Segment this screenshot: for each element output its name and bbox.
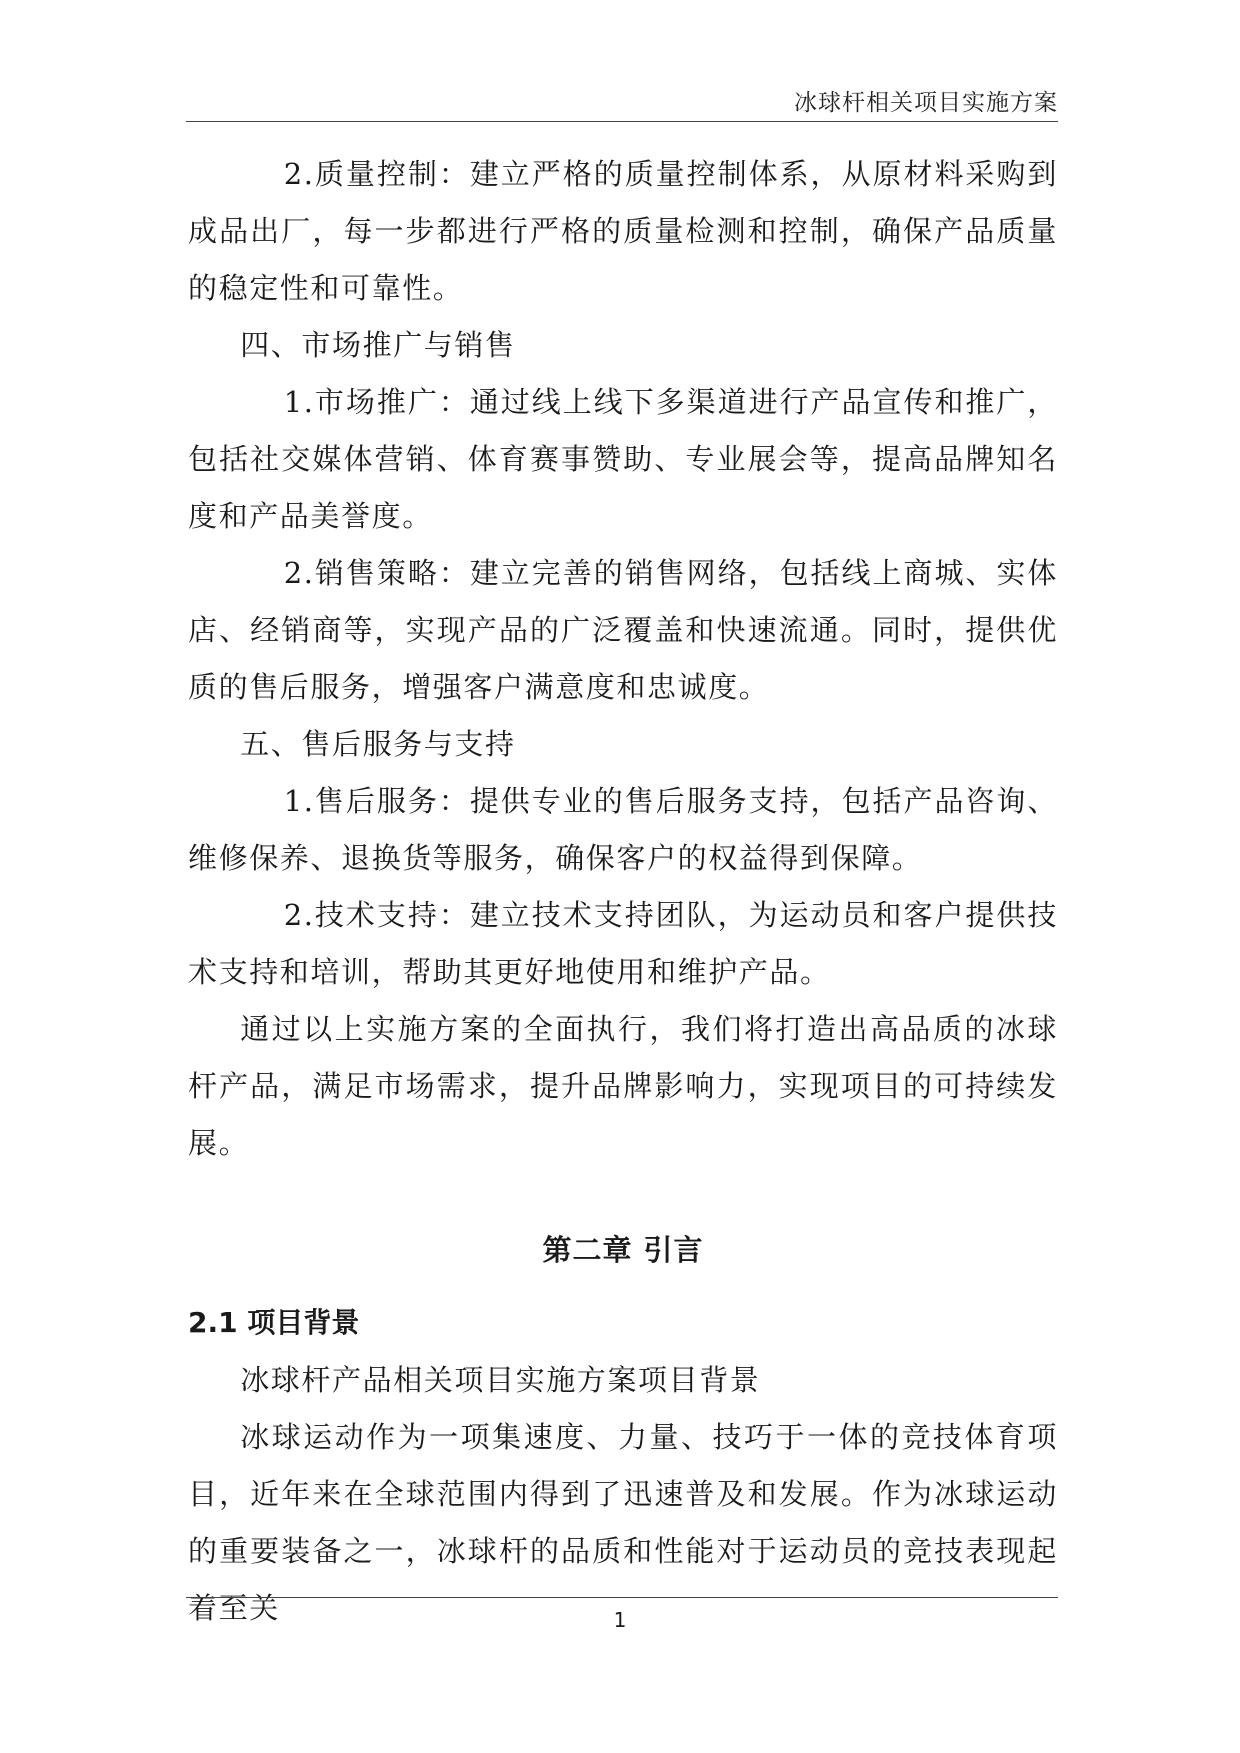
heading-after-sales: 五、售后服务与支持 bbox=[240, 727, 516, 761]
paragraph-technical-support: 2.技术支持：建立技术支持团队，为运动员和客户提供技术支持和培训，帮助其更好地使用和维护产品。 bbox=[188, 898, 1058, 989]
section-title: 2.1 项目背景 bbox=[188, 1306, 360, 1339]
page-number: 1 bbox=[613, 1608, 627, 1632]
header-rule bbox=[186, 121, 1058, 122]
chapter-title: 第二章 引言 bbox=[542, 1233, 704, 1267]
document-body bbox=[188, 146, 1058, 1637]
paragraph-quality-control: 2.质量控制：建立严格的质量控制体系，从原材料采购到成品出厂，每一步都进行严格的质量检测和控制，确保产品质量的稳定性和可靠性。 bbox=[188, 157, 1058, 305]
paragraph-background-intro: 冰球杆产品相关项目实施方案项目背景 bbox=[240, 1363, 761, 1397]
paragraph-conclusion: 通过以上实施方案的全面执行，我们将打造出高品质的冰球杆产品，满足市场需求，提升品牌影响力，实现项目的可持续发展。 bbox=[188, 1012, 1058, 1160]
paragraph-background-body: 冰球运动作为一项集速度、力量、技巧于一体的竞技体育项目，近年来在全球范围内得到了迅速普及和发展。作为冰球运动的重要装备之一，冰球杆的品质和性能对于运动员的竞技表现起着至关 bbox=[188, 1420, 1058, 1625]
paragraph-marketing: 1.市场推广：通过线上线下多渠道进行产品宣传和推广，包括社交媒体营销、体育赛事赞助、专业展会等，提高品牌知名度和产品美誉度。 bbox=[188, 385, 1058, 533]
heading-marketing-sales: 四、市场推广与销售 bbox=[240, 328, 516, 362]
paragraph-sales-strategy: 2.销售策略：建立完善的销售网络，包括线上商城、实体店、经销商等，实现产品的广泛覆盖和快速流通。同时，提供优质的售后服务，增强客户满意度和忠诚度。 bbox=[188, 556, 1058, 704]
running-header: 冰球杆相关项目实施方案 bbox=[794, 90, 1058, 116]
paragraph-after-sales-service: 1.售后服务：提供专业的售后服务支持，包括产品咨询、维修保养、退换货等服务，确保客户的权益得到保障。 bbox=[188, 784, 1058, 875]
footer-rule bbox=[186, 1597, 1058, 1598]
